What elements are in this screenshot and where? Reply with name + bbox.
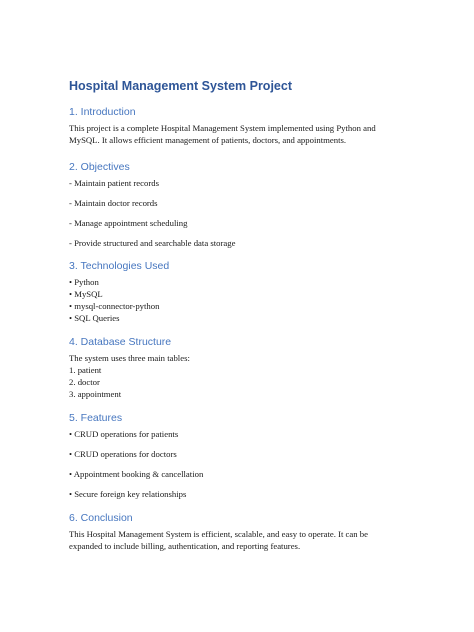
technology-item: • SQL Queries — [69, 313, 120, 323]
conclusion-heading: 6. Conclusion — [69, 512, 133, 524]
database-table-list — [69, 364, 409, 400]
technology-item: • MySQL — [69, 289, 103, 299]
objective-item: - Manage appointment scheduling — [69, 218, 188, 228]
database-table-item: 1. patient — [69, 365, 102, 375]
introduction-heading: 1. Introduction — [69, 106, 136, 118]
objective-item: - Maintain doctor records — [69, 198, 158, 208]
database-heading: 4. Database Structure — [69, 336, 172, 348]
objectives-list — [69, 177, 409, 249]
feature-item: • CRUD operations for patients — [69, 429, 179, 439]
conclusion-text: This Hospital Management System is efficient, scalable, and easy to operate. It can be expanded to include billing, authentication, and reporting features. — [69, 529, 368, 551]
technology-item: • Python — [69, 277, 99, 287]
database-table-item: 2. doctor — [69, 377, 100, 387]
section-conclusion — [69, 511, 409, 552]
section-introduction — [69, 105, 409, 146]
features-heading: 5. Features — [69, 412, 123, 424]
section-objectives — [69, 160, 409, 249]
objective-item: - Provide structured and searchable data storage — [69, 238, 236, 248]
objectives-heading: 2. Objectives — [69, 161, 130, 173]
technologies-list — [69, 276, 409, 324]
feature-item: • Secure foreign key relationships — [69, 489, 187, 499]
features-list — [69, 428, 409, 500]
document-title: Hospital Management System Project — [69, 79, 292, 93]
feature-item: • CRUD operations for doctors — [69, 449, 177, 459]
technologies-heading: 3. Technologies Used — [69, 260, 170, 272]
section-database-structure — [69, 335, 409, 400]
database-table-item: 3. appointment — [69, 389, 122, 399]
introduction-text: This project is a complete Hospital Management System implemented using Python and MySQL. It allows efficient management of patients, doctors, and appointments. — [69, 123, 376, 145]
objective-item: - Maintain patient records — [69, 178, 159, 188]
technology-item: • mysql-connector-python — [69, 301, 160, 311]
document-body — [69, 78, 409, 552]
section-features — [69, 411, 409, 500]
feature-item: • Appointment booking & cancellation — [69, 469, 204, 479]
section-technologies — [69, 259, 409, 324]
database-intro: The system uses three main tables: — [69, 353, 190, 363]
